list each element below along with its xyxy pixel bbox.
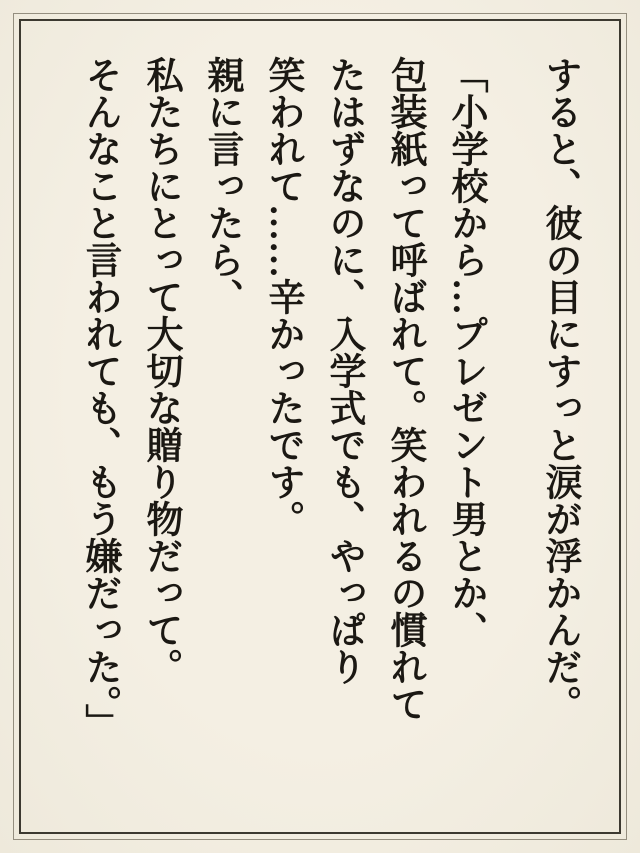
narration-line: すると、彼の目にすっと涙が浮かんだ。 (539, 56, 580, 722)
quote-line: そんなこと言われても、もう嫌だった。」 (79, 56, 120, 741)
quote-line: 親に言ったら、 (201, 56, 242, 315)
quote-line: 包装紙って呼ばれて。笑われるの慣れて (384, 56, 425, 722)
quote-line: 笑われて……辛かったです。 (262, 56, 303, 537)
quote-line: たはずなのに、入学式でも、やっぱり (323, 56, 364, 685)
story-text (69, 56, 590, 818)
quote-line: 私たちにとって大切な贈り物だって。 (140, 56, 181, 685)
quote-line: 「小学校から…プレゼント男とか、 (445, 56, 486, 648)
quote-block (69, 56, 496, 818)
